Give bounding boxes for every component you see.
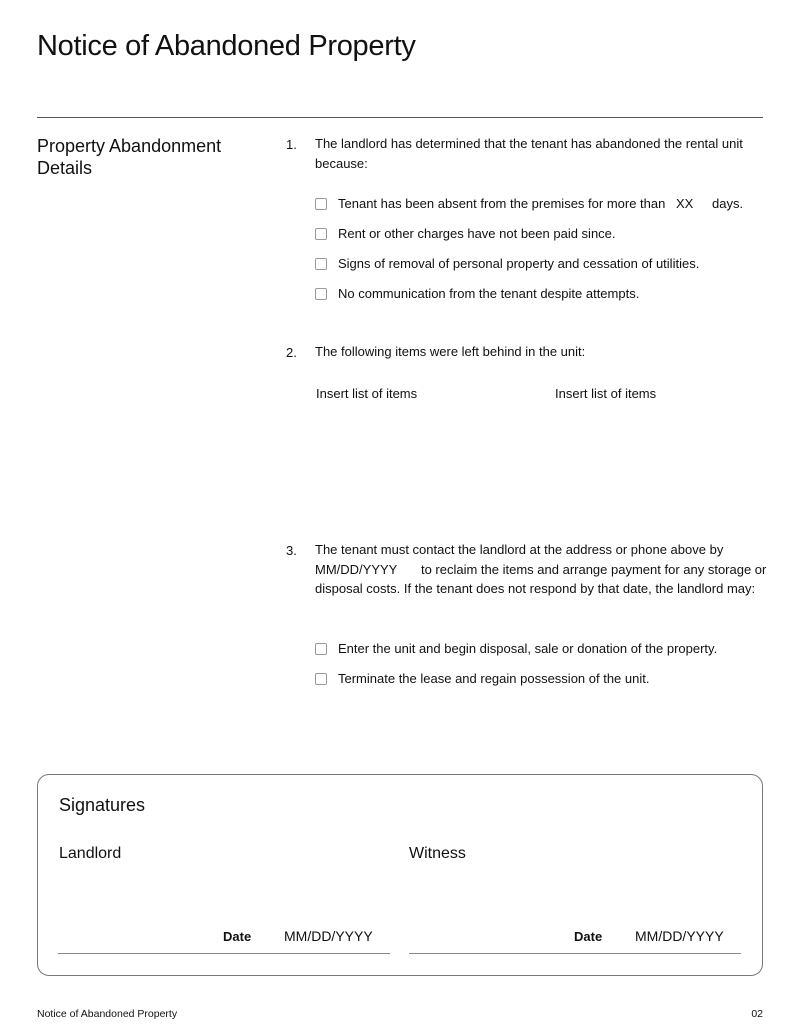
items-list-input[interactable]: Insert list of items (316, 386, 418, 401)
footer-title: Notice of Abandoned Property (37, 1008, 178, 1020)
checkbox[interactable] (315, 673, 327, 685)
landlord-date-input[interactable]: MM/DD/YYYY (284, 928, 373, 944)
section-title: Property Abandonment Details (37, 136, 222, 178)
item-number: 1. (286, 137, 297, 152)
item-text: The landlord has determined that the tenant has abandoned the rental unit because: (315, 136, 743, 171)
checkbox[interactable] (315, 643, 327, 655)
item-text: The following items were left behind in the unit: (315, 344, 586, 359)
date-label: Date (574, 929, 603, 944)
checkbox-label: Tenant has been absent from the premises for more than (338, 196, 666, 211)
checkbox[interactable] (315, 258, 327, 270)
witness-date-input[interactable]: MM/DD/YYYY (635, 928, 724, 944)
checkbox-label: Terminate the lease and regain possession of the unit. (338, 671, 650, 686)
checkbox[interactable] (315, 288, 327, 300)
item-text: The tenant must contact the landlord at the address or phone above by MM/DD/YYYY to reclaim the items and arrange payment for any storage or disposal costs. If the tenant does not respond by that date, the landlord may: (315, 542, 767, 596)
signatures-box (37, 774, 763, 976)
items-list-input[interactable]: Insert list of items (555, 386, 657, 401)
page-number: 02 (751, 1008, 763, 1020)
checkbox-label: No communication from the tenant despite attempts. (338, 286, 640, 301)
divider (37, 117, 763, 118)
date-input[interactable]: MM/DD/YYYY (315, 561, 398, 577)
days-suffix: days. (712, 196, 744, 211)
checkbox-label: Enter the unit and begin disposal, sale or donation of the property. (338, 641, 718, 656)
witness-label: Witness (409, 845, 466, 862)
date-label: Date (223, 929, 252, 944)
checkbox[interactable] (315, 228, 327, 240)
checkbox-label: Rent or other charges have not been paid since. (338, 226, 616, 241)
checkbox-label: Signs of removal of personal property and cessation of utilities. (338, 256, 700, 271)
landlord-label: Landlord (59, 845, 122, 862)
item-number: 3. (286, 543, 297, 558)
signatures-title: Signatures (59, 795, 146, 815)
landlord-signature-line[interactable] (58, 953, 390, 954)
checkbox[interactable] (315, 198, 327, 210)
witness-signature-line[interactable] (409, 953, 741, 954)
item-number: 2. (286, 345, 297, 360)
page-title: Notice of Abandoned Property (37, 30, 416, 62)
days-input[interactable]: XX (676, 196, 694, 211)
